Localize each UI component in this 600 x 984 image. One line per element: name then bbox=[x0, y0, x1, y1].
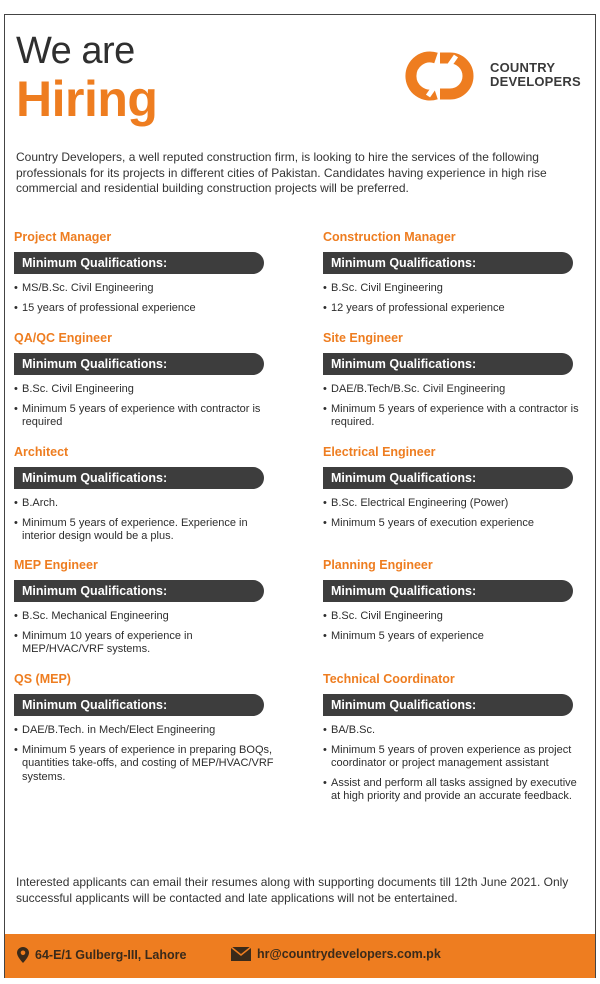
qualifications-bar: Minimum Qualifications: bbox=[14, 694, 264, 716]
qualification-item bbox=[323, 630, 583, 644]
company-logo bbox=[398, 50, 588, 106]
bullet-icon: • bbox=[14, 282, 18, 294]
logo-text bbox=[490, 61, 581, 89]
qualification-item bbox=[323, 517, 583, 531]
cd-logo-mark-icon bbox=[398, 50, 484, 102]
intro-paragraph: Country Developers, a well reputed construction firm, is looking to hire the services of the following professionals for its projects in different cities of Pakistan. Candidates having experience in high rise commercial and residential building construction projects will be preferred. bbox=[16, 150, 547, 195]
qualification-text: MS/B.Sc. Civil Engineering bbox=[22, 282, 154, 294]
qualifications-bar: Minimum Qualifications: bbox=[14, 580, 264, 602]
job-card bbox=[14, 228, 274, 321]
qualification-text: B.Sc. Electrical Engineering (Power) bbox=[331, 497, 509, 509]
job-title: Electrical Engineer bbox=[323, 445, 436, 459]
bullet-icon: • bbox=[323, 610, 327, 622]
bullet-icon: • bbox=[323, 301, 327, 314]
qualification-item bbox=[14, 497, 274, 511]
qualification-text: 12 years of professional experience bbox=[331, 301, 505, 314]
qualification-list bbox=[14, 383, 274, 430]
bullet-icon: • bbox=[323, 629, 327, 642]
bullet-icon: • bbox=[14, 610, 18, 622]
qualification-text: B.Sc. Civil Engineering bbox=[331, 610, 443, 622]
job-title: Architect bbox=[14, 445, 69, 459]
email-item[interactable] bbox=[231, 947, 441, 961]
qualification-text: Minimum 5 years of experience bbox=[331, 629, 484, 642]
qualification-text: Minimum 5 years of experience in preparing BOQs, quantities take-offs, and costing of MEP/HVAC/VRF systems. bbox=[22, 743, 274, 783]
qualification-list bbox=[14, 610, 274, 657]
qualification-item bbox=[323, 497, 583, 511]
qualification-list bbox=[323, 497, 583, 530]
qualification-text: DAE/B.Tech. in Mech/Elect Engineering bbox=[22, 724, 216, 736]
job-card bbox=[14, 329, 274, 436]
bullet-icon: • bbox=[14, 629, 18, 642]
job-card bbox=[14, 443, 274, 550]
qualification-item bbox=[14, 610, 274, 624]
job-title: MEP Engineer bbox=[14, 558, 98, 572]
qualification-list bbox=[323, 610, 583, 643]
bullet-icon: • bbox=[14, 497, 18, 509]
qualification-list bbox=[323, 282, 583, 315]
qualification-item bbox=[323, 777, 583, 804]
qualification-text: Minimum 5 years of experience. Experience in interior design would be a plus. bbox=[22, 516, 248, 542]
qualification-text: DAE/B.Tech/B.Sc. Civil Engineering bbox=[331, 383, 506, 395]
qualification-text: Minimum 5 years of execution experience bbox=[331, 516, 534, 529]
bullet-icon: • bbox=[14, 516, 18, 529]
email-text[interactable]: hr@countrydevelopers.com.pk bbox=[257, 947, 441, 961]
qualification-list bbox=[323, 724, 583, 804]
qualification-item bbox=[323, 744, 583, 771]
job-title: Construction Manager bbox=[323, 230, 456, 244]
qualification-list bbox=[323, 383, 583, 430]
qualifications-bar: Minimum Qualifications: bbox=[323, 252, 573, 274]
qualification-item bbox=[14, 744, 274, 785]
job-title: QS (MEP) bbox=[14, 672, 71, 686]
bullet-icon: • bbox=[14, 402, 18, 415]
job-title: Project Manager bbox=[14, 230, 112, 244]
address-item bbox=[17, 947, 186, 963]
job-card bbox=[323, 670, 583, 810]
job-card bbox=[323, 556, 583, 649]
qualification-list bbox=[14, 497, 274, 544]
job-title: Site Engineer bbox=[323, 331, 403, 345]
qualification-item bbox=[323, 403, 583, 430]
qualifications-bar: Minimum Qualifications: bbox=[323, 467, 573, 489]
qualification-item bbox=[14, 383, 274, 397]
qualification-item bbox=[14, 403, 274, 430]
qualification-item bbox=[323, 282, 583, 296]
qualification-item bbox=[14, 724, 274, 738]
bullet-icon: • bbox=[323, 776, 327, 789]
qualification-list bbox=[14, 724, 274, 784]
headline bbox=[16, 30, 158, 127]
qualification-text: Minimum 5 years of experience with a contractor is required. bbox=[331, 402, 579, 428]
qualification-text: Minimum 5 years of experience with contractor is required bbox=[22, 402, 261, 428]
qualification-text: B.Sc. Mechanical Engineering bbox=[22, 610, 169, 622]
bullet-icon: • bbox=[323, 383, 327, 395]
qualification-item bbox=[323, 724, 583, 738]
logo-text-line1: COUNTRY bbox=[490, 60, 556, 75]
address-text: 64-E/1 Gulberg-III, Lahore bbox=[35, 948, 187, 962]
qualification-text: Assist and perform all tasks assigned by executive at high priority and provide an accurate feedback. bbox=[331, 776, 577, 802]
qualification-item bbox=[323, 383, 583, 397]
bullet-icon: • bbox=[14, 724, 18, 736]
qualification-text: Minimum 10 years of experience in MEP/HVAC/VRF systems. bbox=[22, 629, 193, 655]
qualifications-bar: Minimum Qualifications: bbox=[323, 580, 573, 602]
job-card bbox=[323, 228, 583, 321]
qualification-item bbox=[323, 302, 583, 316]
qualification-text: Minimum 5 years of proven experience as project coordinator or project management assistant bbox=[331, 743, 572, 769]
qualifications-bar: Minimum Qualifications: bbox=[14, 353, 264, 375]
bullet-icon: • bbox=[323, 724, 327, 736]
bullet-icon: • bbox=[14, 743, 18, 756]
bullet-icon: • bbox=[323, 743, 327, 756]
bullet-icon: • bbox=[14, 301, 18, 314]
headline-hiring: Hiring bbox=[16, 71, 158, 127]
application-note: Interested applicants can email their resumes along with supporting documents till 12th June 2021. Only successful applicants will be contacted and late applications will not be entertained. bbox=[16, 875, 569, 905]
qualification-text: B.Sc. Civil Engineering bbox=[22, 383, 134, 395]
bullet-icon: • bbox=[323, 516, 327, 529]
qualification-item bbox=[14, 517, 274, 544]
job-title: Planning Engineer bbox=[323, 558, 433, 572]
qualification-text: BA/B.Sc. bbox=[331, 724, 376, 736]
qualifications-bar: Minimum Qualifications: bbox=[323, 353, 573, 375]
job-title: QA/QC Engineer bbox=[14, 331, 112, 345]
bullet-icon: • bbox=[14, 383, 18, 395]
qualification-item bbox=[14, 302, 274, 316]
qualification-text: B.Sc. Civil Engineering bbox=[331, 282, 443, 294]
qualification-item bbox=[14, 282, 274, 296]
job-card bbox=[14, 670, 274, 790]
headline-we-are: We are bbox=[16, 30, 135, 72]
bullet-icon: • bbox=[323, 282, 327, 294]
email-envelope-icon bbox=[231, 947, 251, 961]
contact-bar bbox=[5, 934, 595, 978]
logo-text-line2: DEVELOPERS bbox=[490, 74, 581, 89]
job-card bbox=[14, 556, 274, 663]
qualification-list bbox=[14, 282, 274, 315]
bullet-icon: • bbox=[323, 402, 327, 415]
qualification-item bbox=[14, 630, 274, 657]
bullet-icon: • bbox=[323, 497, 327, 509]
job-card bbox=[323, 443, 583, 536]
job-card bbox=[323, 329, 583, 436]
job-title: Technical Coordinator bbox=[323, 672, 455, 686]
qualification-item bbox=[323, 610, 583, 624]
qualification-text: B.Arch. bbox=[22, 497, 59, 509]
qualifications-bar: Minimum Qualifications: bbox=[14, 467, 264, 489]
location-pin-icon bbox=[17, 947, 29, 963]
qualifications-bar: Minimum Qualifications: bbox=[14, 252, 264, 274]
qualification-text: 15 years of professional experience bbox=[22, 301, 196, 314]
qualifications-bar: Minimum Qualifications: bbox=[323, 694, 573, 716]
